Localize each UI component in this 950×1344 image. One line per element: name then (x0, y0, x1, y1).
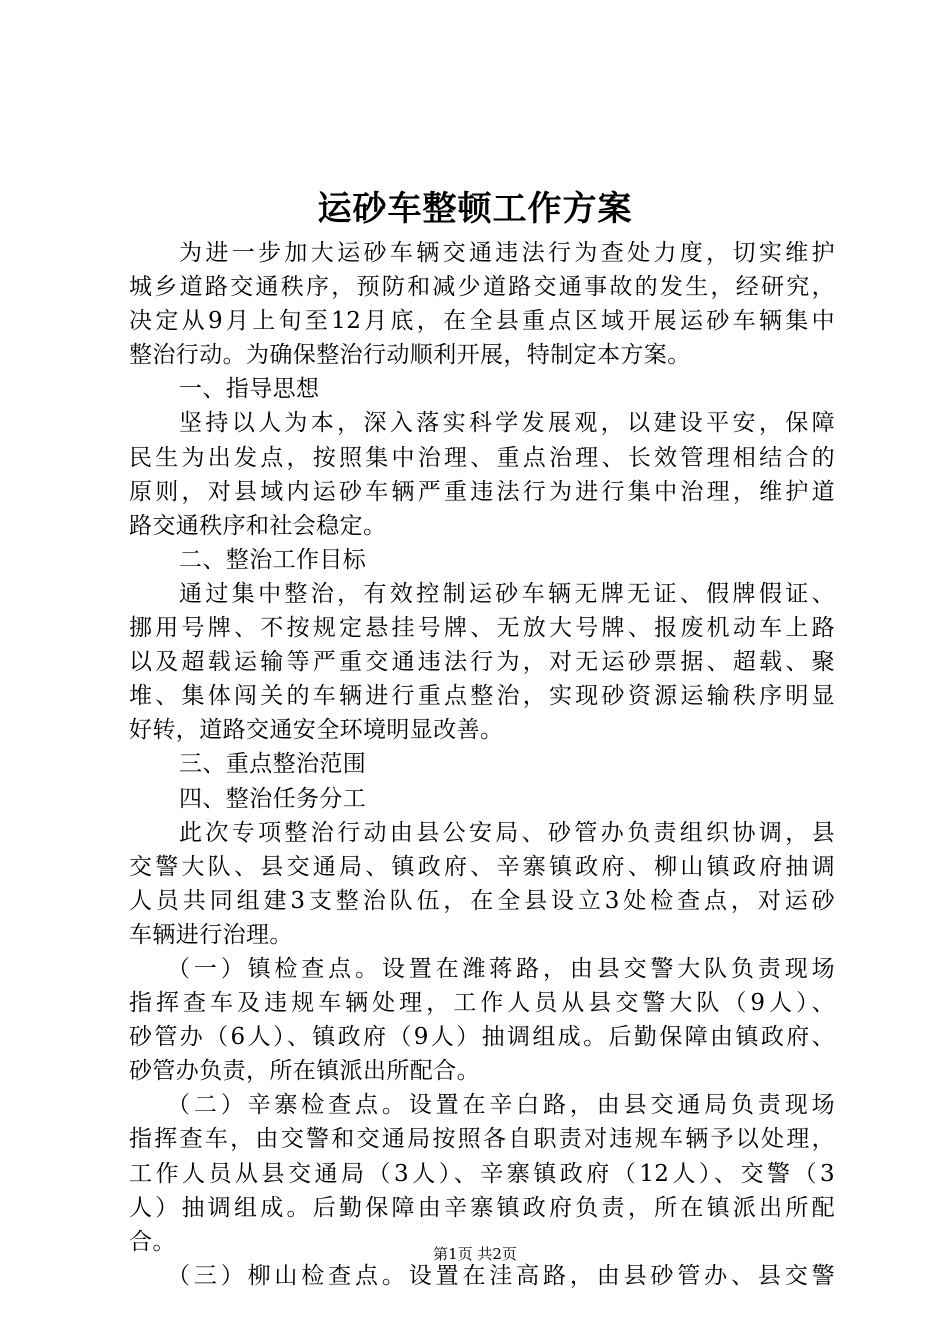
paragraph-line: 砂管办负责，所在镇派出所配合。 (129, 1058, 480, 1085)
paragraph-line: （二）辛寨检查点。设置在辛白路，由县交通局负责现场 (167, 1092, 835, 1119)
page-number-footer: 第1页 共2页 (433, 1245, 517, 1263)
section-heading: 一、指导思想 (179, 376, 320, 403)
paragraph-line: 坚持以人为本，深入落实科学发展观，以建设平安，保障 (179, 410, 835, 437)
paragraph-line: 指挥查车及违规车辆处理，工作人员从县交警大队（9人）、 (129, 990, 835, 1017)
paragraph-line: 此次专项整治行动由县公安局、砂管办负责组织协调，县 (179, 819, 835, 846)
paragraph-line: （一）镇检查点。设置在潍蒋路，由县交警大队负责现场 (167, 955, 835, 982)
paragraph-line: 民生为出发点，按照集中治理、重点治理、长效管理相结合的 (129, 444, 835, 471)
paragraph-line: （三）柳山检查点。设置在洼高路，由县砂管办、县交警 (167, 1262, 835, 1289)
paragraph-line: 决定从9月上旬至12月底，在全县重点区域开展运砂车辆集中 (129, 308, 835, 335)
section-heading: 二、整治工作目标 (179, 546, 367, 573)
paragraph-line: 路交通秩序和社会稳定。 (129, 512, 387, 539)
paragraph-line: 交警大队、县交通局、镇政府、辛寨镇政府、柳山镇政府抽调 (129, 853, 835, 880)
paragraph-line: 整治行动。为确保整治行动顺利开展，特制定本方案。 (129, 342, 691, 369)
paragraph-line: 指挥查车，由交警和交通局按照各自职责对违规车辆予以处理， (129, 1126, 835, 1153)
paragraph-line: 以及超载运输等严重交通违法行为，对无运砂票据、超载、聚 (129, 649, 835, 676)
paragraph-line: 合。 (129, 1228, 176, 1255)
paragraph-line: 工作人员从县交通局（3人）、辛寨镇政府（12人）、交警（3 (129, 1160, 835, 1187)
paragraph-line: 城乡道路交通秩序，预防和减少道路交通事故的发生，经研究， (129, 274, 835, 301)
paragraph-line: 挪用号牌、不按规定悬挂号牌、无放大号牌、报废机动车上路 (129, 615, 835, 642)
paragraph-line: 好转，道路交通安全环境明显改善。 (129, 717, 504, 744)
paragraph-line: 堆、集体闯关的车辆进行重点整治，实现砂资源运输秩序明显 (129, 683, 835, 710)
document-title: 运砂车整顿工作方案 (317, 189, 633, 229)
section-heading: 三、重点整治范围 (179, 751, 367, 778)
paragraph-line: 人员共同组建3支整治队伍，在全县设立3处检查点，对运砂 (129, 887, 835, 914)
paragraph-line: 砂管办（6人）、镇政府（9人）抽调组成。后勤保障由镇政府、 (129, 1024, 835, 1051)
section-heading: 四、整治任务分工 (179, 785, 367, 812)
paragraph-line: 通过集中整治，有效控制运砂车辆无牌无证、假牌假证、 (179, 580, 835, 607)
paragraph-line: 人）抽调组成。后勤保障由辛寨镇政府负责，所在镇派出所配 (129, 1194, 835, 1221)
document-body (129, 236, 835, 1293)
paragraph-line: 原则，对县域内运砂车辆严重违法行为进行集中治理，维护道 (129, 478, 835, 505)
paragraph-line: 为进一步加大运砂车辆交通违法行为查处力度，切实维护 (179, 240, 835, 266)
paragraph-line: 车辆进行治理。 (129, 921, 293, 948)
